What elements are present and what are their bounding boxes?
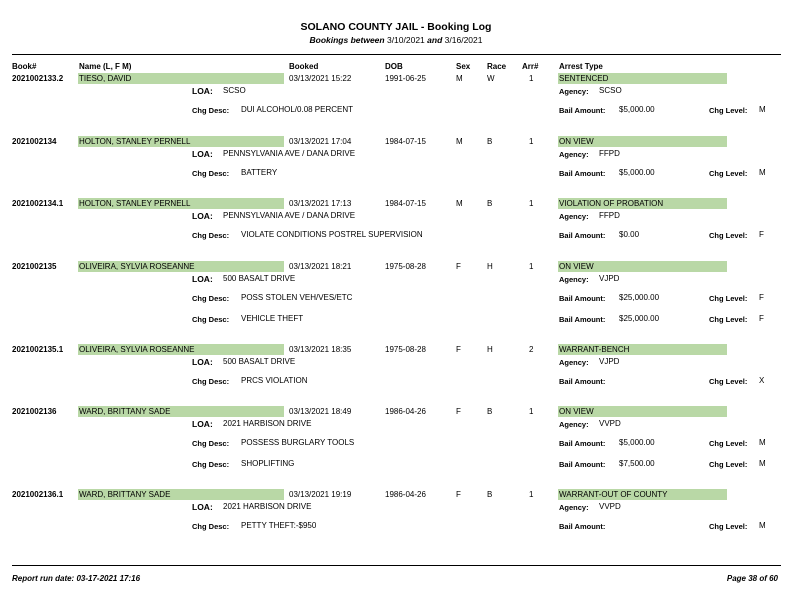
loa-label: LOA: (192, 274, 213, 284)
bail-amount: $5,000.00 (619, 438, 655, 447)
race: B (487, 407, 493, 416)
book-number: 2021002135.1 (12, 345, 64, 354)
charge-level: F (759, 230, 764, 239)
date-of-birth: 1975-08-28 (385, 262, 426, 271)
chg-desc-label: Chg Desc: (192, 377, 230, 386)
charge-level: M (759, 105, 766, 114)
charge-level: M (759, 438, 766, 447)
col-header-name: Name (L, F M) (79, 62, 132, 71)
chg-desc-label: Chg Desc: (192, 460, 230, 469)
loa-label: LOA: (192, 357, 213, 367)
arrest-number: 1 (529, 262, 534, 271)
charge-description: SHOPLIFTING (241, 459, 295, 468)
arrest-number: 1 (529, 74, 534, 83)
agency-label: Agency: (559, 150, 589, 159)
chg-level-label: Chg Level: (709, 106, 748, 115)
bail-amount: $5,000.00 (619, 105, 655, 114)
report-run-date: Report run date: 03-17-2021 17:16 (12, 574, 141, 583)
arrest-number: 1 (529, 407, 534, 416)
chg-desc-label: Chg Desc: (192, 294, 230, 303)
loa-label: LOA: (192, 149, 213, 159)
bail-amount-label: Bail Amount: (559, 315, 606, 324)
race: H (487, 262, 493, 271)
inmate-name: HOLTON, STANLEY PERNELL (78, 136, 284, 147)
chg-level-label: Chg Level: (709, 377, 748, 386)
chg-level-label: Chg Level: (709, 169, 748, 178)
chg-desc-label: Chg Desc: (192, 522, 230, 531)
charge-level: M (759, 521, 766, 530)
chg-desc-label: Chg Desc: (192, 231, 230, 240)
charge-description: PRCS VIOLATION (241, 376, 308, 385)
col-header-arrest-type: Arrest Type (559, 62, 603, 71)
book-number: 2021002134.1 (12, 199, 64, 208)
race: B (487, 137, 493, 146)
bail-amount-label: Bail Amount: (559, 460, 606, 469)
race: B (487, 199, 493, 208)
arrest-type: WARRANT-BENCH (558, 344, 727, 355)
agency-value: VVPD (599, 419, 621, 428)
bail-amount-label: Bail Amount: (559, 522, 606, 531)
bail-amount-label: Bail Amount: (559, 106, 606, 115)
sex: M (456, 137, 463, 146)
date-of-birth: 1984-07-15 (385, 137, 426, 146)
book-number: 2021002134 (12, 137, 57, 146)
agency-value: VJPD (599, 357, 620, 366)
loa-value: SCSO (223, 86, 246, 95)
booked-datetime: 03/13/2021 17:13 (289, 199, 352, 208)
date-of-birth: 1991-06-25 (385, 74, 426, 83)
arrest-type: SENTENCED (558, 73, 727, 84)
booked-datetime: 03/13/2021 18:21 (289, 262, 352, 271)
page-number: Page 38 of 60 (726, 574, 778, 583)
chg-desc-label: Chg Desc: (192, 439, 230, 448)
loa-label: LOA: (192, 86, 213, 96)
booked-datetime: 03/13/2021 18:49 (289, 407, 352, 416)
chg-level-label: Chg Level: (709, 231, 748, 240)
arrest-number: 1 (529, 199, 534, 208)
charge-level: X (759, 376, 765, 385)
loa-label: LOA: (192, 211, 213, 221)
arrest-type: ON VIEW (558, 261, 727, 272)
agency-label: Agency: (559, 212, 589, 221)
report-title: SOLANO COUNTY JAIL - Booking Log (300, 21, 492, 33)
agency-label: Agency: (559, 420, 589, 429)
chg-desc-label: Chg Desc: (192, 169, 230, 178)
arrest-type: ON VIEW (558, 406, 727, 417)
charge-level: M (759, 168, 766, 177)
loa-label: LOA: (192, 419, 213, 429)
book-number: 2021002136 (12, 407, 57, 416)
bail-amount: $7,500.00 (619, 459, 655, 468)
chg-level-label: Chg Level: (709, 439, 748, 448)
sex: M (456, 199, 463, 208)
arrest-number: 1 (529, 490, 534, 499)
inmate-name: OLIVEIRA, SYLVIA ROSEANNE (78, 344, 284, 355)
bail-amount: $25,000.00 (619, 314, 660, 323)
arrest-type: WARRANT-OUT OF COUNTY (558, 489, 727, 500)
booked-datetime: 03/13/2021 19:19 (289, 490, 352, 499)
loa-value: 500 BASALT DRIVE (223, 357, 296, 366)
col-header-book: Book# (12, 62, 37, 71)
race: H (487, 345, 493, 354)
agency-value: FFPD (599, 149, 620, 158)
sex: F (456, 490, 461, 499)
charge-description: VEHICLE THEFT (241, 314, 304, 323)
chg-level-label: Chg Level: (709, 315, 748, 324)
chg-desc-label: Chg Desc: (192, 315, 230, 324)
booked-datetime: 03/13/2021 17:04 (289, 137, 352, 146)
chg-level-label: Chg Level: (709, 522, 748, 531)
bail-amount-label: Bail Amount: (559, 231, 606, 240)
loa-value: PENNSYLVANIA AVE / DANA DRIVE (223, 149, 356, 158)
bail-amount-label: Bail Amount: (559, 294, 606, 303)
subtitle-prefix: Bookings between (309, 35, 385, 45)
charge-description: POSS STOLEN VEH/VES/ETC (241, 293, 353, 302)
booked-datetime: 03/13/2021 18:35 (289, 345, 352, 354)
sex: F (456, 262, 461, 271)
charge-description: POSSESS BURGLARY TOOLS (241, 438, 355, 447)
bail-amount: $25,000.00 (619, 293, 660, 302)
inmate-name: WARD, BRITTANY SADE (78, 489, 284, 500)
report-subtitle (0, 35, 792, 45)
sex: F (456, 345, 461, 354)
date-of-birth: 1986-04-26 (385, 490, 426, 499)
subtitle-end-date: 3/16/2021 (444, 35, 483, 45)
race: B (487, 490, 493, 499)
agency-label: Agency: (559, 87, 589, 96)
sex: M (456, 74, 463, 83)
book-number: 2021002136.1 (12, 490, 64, 499)
bail-amount: $5,000.00 (619, 168, 655, 177)
charge-description: BATTERY (241, 168, 278, 177)
book-number: 2021002135 (12, 262, 57, 271)
agency-label: Agency: (559, 503, 589, 512)
inmate-name: OLIVEIRA, SYLVIA ROSEANNE (78, 261, 284, 272)
agency-value: VVPD (599, 502, 621, 511)
footer-rule (12, 565, 781, 566)
date-of-birth: 1975-08-28 (385, 345, 426, 354)
col-header-sex: Sex (456, 62, 471, 71)
bail-amount-label: Bail Amount: (559, 169, 606, 178)
agency-label: Agency: (559, 275, 589, 284)
loa-value: 2021 HARBISON DRIVE (223, 419, 312, 428)
charge-level: M (759, 459, 766, 468)
charge-description: DUI ALCOHOL/0.08 PERCENT (241, 105, 354, 114)
loa-value: 500 BASALT DRIVE (223, 274, 296, 283)
charge-level: F (759, 293, 764, 302)
subtitle-start-date: 3/10/2021 (386, 35, 425, 45)
inmate-name: WARD, BRITTANY SADE (78, 406, 284, 417)
agency-value: FFPD (599, 211, 620, 220)
charge-description: VIOLATE CONDITIONS POSTREL SUPERVISION (241, 230, 423, 239)
loa-value: 2021 HARBISON DRIVE (223, 502, 312, 511)
date-of-birth: 1986-04-26 (385, 407, 426, 416)
loa-value: PENNSYLVANIA AVE / DANA DRIVE (223, 211, 356, 220)
inmate-name: TIESO, DAVID (78, 73, 284, 84)
arrest-number: 2 (529, 345, 534, 354)
arrest-type: VIOLATION OF PROBATION (558, 198, 727, 209)
col-header-booked: Booked (289, 62, 319, 71)
booked-datetime: 03/13/2021 15:22 (289, 74, 352, 83)
agency-label: Agency: (559, 358, 589, 367)
chg-desc-label: Chg Desc: (192, 106, 230, 115)
header-rule (12, 54, 781, 55)
arrest-number: 1 (529, 137, 534, 146)
col-header-dob: DOB (385, 62, 403, 71)
date-of-birth: 1984-07-15 (385, 199, 426, 208)
subtitle-and: and (427, 35, 443, 45)
charge-level: F (759, 314, 764, 323)
inmate-name: HOLTON, STANLEY PERNELL (78, 198, 284, 209)
sex: F (456, 407, 461, 416)
col-header-race: Race (487, 62, 507, 71)
bail-amount-label: Bail Amount: (559, 377, 606, 386)
chg-level-label: Chg Level: (709, 294, 748, 303)
bail-amount: $0.00 (619, 230, 640, 239)
col-header-arr: Arr# (522, 62, 539, 71)
charge-description: PETTY THEFT:-$950 (241, 521, 317, 530)
chg-level-label: Chg Level: (709, 460, 748, 469)
book-number: 2021002133.2 (12, 74, 64, 83)
race: W (487, 74, 495, 83)
arrest-type: ON VIEW (558, 136, 727, 147)
loa-label: LOA: (192, 502, 213, 512)
bail-amount-label: Bail Amount: (559, 439, 606, 448)
agency-value: SCSO (599, 86, 622, 95)
agency-value: VJPD (599, 274, 620, 283)
